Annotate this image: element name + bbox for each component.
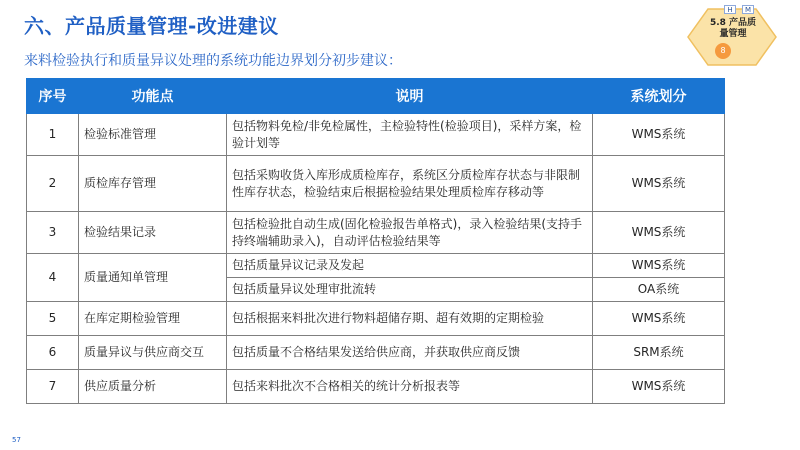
table-row: [27, 212, 725, 254]
badge-tab-h: H: [724, 5, 736, 14]
row-system: WMS系统: [593, 156, 725, 212]
row-no: 1: [27, 114, 79, 156]
row-system: WMS系统: [593, 302, 725, 336]
header-no: 序号: [27, 79, 79, 114]
row-description: 包括质量不合格结果发送给供应商，并获取供应商反馈: [227, 336, 593, 370]
row-description: 包括质量异议处理审批流转: [227, 278, 593, 302]
row-feature: 质检库存管理: [79, 156, 227, 212]
table-row: [27, 302, 725, 336]
row-description: 包括物料免检/非免检属性，主检验特性(检验项目)，采样方案，检验计划等: [227, 114, 593, 156]
row-no: 3: [27, 212, 79, 254]
row-system: WMS系统: [593, 370, 725, 404]
badge-number: 8: [715, 43, 731, 59]
row-system: OA系统: [593, 278, 725, 302]
row-no: 4: [27, 254, 79, 302]
row-no: 2: [27, 156, 79, 212]
table-header-row: [27, 79, 725, 114]
row-description: 包括来料批次不合格相关的统计分析报表等: [227, 370, 593, 404]
row-system: WMS系统: [593, 254, 725, 278]
header-system: 系统划分: [593, 79, 725, 114]
row-feature: 在库定期检验管理: [79, 302, 227, 336]
row-feature: 检验标准管理: [79, 114, 227, 156]
table-row: [27, 336, 725, 370]
row-no: 7: [27, 370, 79, 404]
page-subtitle: 来料检验执行和质量异议处理的系统功能边界划分初步建议：: [24, 53, 402, 69]
row-feature: 质量异议与供应商交互: [79, 336, 227, 370]
row-description: 包括检验批自动生成(固化检验报告单格式)，录入检验结果(支持手持终端辅助录入)，自动评估检验结果等: [227, 212, 593, 254]
row-system: SRM系统: [593, 336, 725, 370]
row-system: WMS系统: [593, 212, 725, 254]
row-no: 5: [27, 302, 79, 336]
header-description: 说明: [227, 79, 593, 114]
table-row: [27, 114, 725, 156]
row-description: 包括采购收货入库形成质检库存，系统区分质检库存状态与非限制性库存状态，检验结束后根据检验结果处理质检库存移动等: [227, 156, 593, 212]
row-description: 包括质量异议记录及发起: [227, 254, 593, 278]
page-title: 六、产品质量管理-改进建议: [24, 14, 279, 38]
boundary-table: [26, 78, 725, 404]
header-feature: 功能点: [79, 79, 227, 114]
table-row: [27, 156, 725, 212]
section-badge: [684, 5, 780, 69]
table-row: [27, 254, 725, 278]
badge-label: 5.8 产品质量管理: [709, 18, 757, 39]
row-no: 6: [27, 336, 79, 370]
row-feature: 检验结果记录: [79, 212, 227, 254]
row-feature: 供应质量分析: [79, 370, 227, 404]
badge-tab-m: M: [742, 5, 754, 14]
table-row: [27, 370, 725, 404]
page-number: 57: [12, 436, 21, 444]
row-feature: 质量通知单管理: [79, 254, 227, 302]
row-description: 包括根据来料批次进行物料超储存期、超有效期的定期检验: [227, 302, 593, 336]
row-system: WMS系统: [593, 114, 725, 156]
